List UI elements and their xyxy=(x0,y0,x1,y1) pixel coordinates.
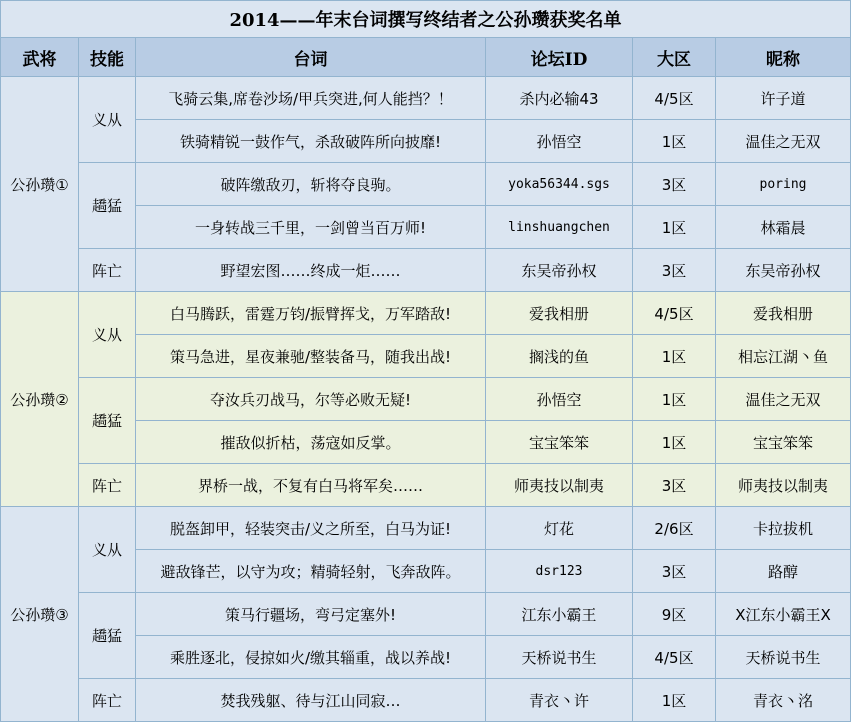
region-cell: 1区 xyxy=(633,421,716,464)
skill-name-cell: 义从 xyxy=(79,507,136,593)
nickname-cell: 天桥说书生 xyxy=(716,636,851,679)
header-region: 大区 xyxy=(633,38,716,77)
region-cell: 2/6区 xyxy=(633,507,716,550)
table-title: 2014——年末台词撰写终结者之公孙瓒获奖名单 xyxy=(1,1,851,38)
region-cell: 9区 xyxy=(633,593,716,636)
skill-name-cell: 阵亡 xyxy=(79,249,136,292)
region-cell: 4/5区 xyxy=(633,636,716,679)
forum-id-cell: 孙悟空 xyxy=(486,120,633,163)
line-cell: 白马腾跃，雷霆万钧/振臂挥戈，万军踏敌! xyxy=(136,292,486,335)
table-row xyxy=(1,593,851,636)
general-name-cell: 公孙瓒① xyxy=(1,77,79,292)
general-name-cell: 公孙瓒③ xyxy=(1,507,79,722)
header-line: 台词 xyxy=(136,38,486,77)
skill-name-cell: 阵亡 xyxy=(79,464,136,507)
table-row xyxy=(1,378,851,421)
table-row xyxy=(1,464,851,507)
header-general: 武将 xyxy=(1,38,79,77)
table-row xyxy=(1,163,851,206)
skill-name-cell: 趫猛 xyxy=(79,163,136,249)
nickname-cell: 宝宝笨笨 xyxy=(716,421,851,464)
nickname-cell: 许子道 xyxy=(716,77,851,120)
forum-id-cell: 东吴帝孙权 xyxy=(486,249,633,292)
forum-id-cell: 师夷技以制夷 xyxy=(486,464,633,507)
forum-id-cell: 宝宝笨笨 xyxy=(486,421,633,464)
nickname-cell: 温佳之无双 xyxy=(716,120,851,163)
skill-name-cell: 趫猛 xyxy=(79,378,136,464)
line-cell: 飞骑云集,席卷沙场/甲兵突进,何人能挡？！ xyxy=(136,77,486,120)
region-cell: 4/5区 xyxy=(633,77,716,120)
nickname-cell: 温佳之无双 xyxy=(716,378,851,421)
region-cell: 1区 xyxy=(633,679,716,722)
line-cell: 界桥一战，不复有白马将军矣…… xyxy=(136,464,486,507)
table-row xyxy=(1,292,851,335)
nickname-cell: 相忘江湖丶鱼 xyxy=(716,335,851,378)
line-cell: 一身转战三千里，一剑曾当百万师! xyxy=(136,206,486,249)
line-cell: 摧敌似折枯，荡寇如反掌。 xyxy=(136,421,486,464)
table-row xyxy=(1,507,851,550)
line-cell: 策马急进，星夜兼驰/整装备马，随我出战! xyxy=(136,335,486,378)
line-cell: 夺汝兵刃战马，尔等必败无疑! xyxy=(136,378,486,421)
line-cell: 焚我残躯、待与江山同寂… xyxy=(136,679,486,722)
nickname-cell: 青衣丶洺 xyxy=(716,679,851,722)
nickname-cell: 林霜晨 xyxy=(716,206,851,249)
skill-name-cell: 阵亡 xyxy=(79,679,136,722)
table-row xyxy=(1,679,851,722)
region-cell: 3区 xyxy=(633,464,716,507)
region-cell: 3区 xyxy=(633,163,716,206)
region-cell: 3区 xyxy=(633,249,716,292)
region-cell: 1区 xyxy=(633,378,716,421)
line-cell: 野望宏图……终成一炬…… xyxy=(136,249,486,292)
skill-name-cell: 趫猛 xyxy=(79,593,136,679)
line-cell: 脱盔卸甲，轻装突击/义之所至，白马为证! xyxy=(136,507,486,550)
header-forum-id: 论坛ID xyxy=(486,38,633,77)
table-row xyxy=(1,249,851,292)
general-name-cell: 公孙瓒② xyxy=(1,292,79,507)
region-cell: 1区 xyxy=(633,206,716,249)
nickname-cell: 东吴帝孙权 xyxy=(716,249,851,292)
skill-name-cell: 义从 xyxy=(79,292,136,378)
region-cell: 4/5区 xyxy=(633,292,716,335)
line-cell: 破阵缴敌刃，斩将夺良驹。 xyxy=(136,163,486,206)
nickname-cell: X江东小霸王X xyxy=(716,593,851,636)
forum-id-cell: yoka56344.sgs xyxy=(486,163,633,206)
nickname-cell: 爱我相册 xyxy=(716,292,851,335)
forum-id-cell: 搁浅的鱼 xyxy=(486,335,633,378)
forum-id-cell: dsr123 xyxy=(486,550,633,593)
region-cell: 3区 xyxy=(633,550,716,593)
region-cell: 1区 xyxy=(633,335,716,378)
nickname-cell: 路醇 xyxy=(716,550,851,593)
forum-id-cell: 爱我相册 xyxy=(486,292,633,335)
region-cell: 1区 xyxy=(633,120,716,163)
nickname-cell: poring xyxy=(716,163,851,206)
forum-id-cell: 孙悟空 xyxy=(486,378,633,421)
table-row xyxy=(1,77,851,120)
line-cell: 乘胜逐北，侵掠如火/缴其辎重，战以养战! xyxy=(136,636,486,679)
line-cell: 铁骑精锐一鼓作气，杀敌破阵所向披靡! xyxy=(136,120,486,163)
forum-id-cell: linshuangchen xyxy=(486,206,633,249)
line-cell: 避敌锋芒，以守为攻；精骑轻射，飞奔敌阵。 xyxy=(136,550,486,593)
line-cell: 策马行疆场，弯弓定塞外! xyxy=(136,593,486,636)
forum-id-cell: 灯花 xyxy=(486,507,633,550)
skill-name-cell: 义从 xyxy=(79,77,136,163)
forum-id-cell: 天桥说书生 xyxy=(486,636,633,679)
forum-id-cell: 杀内必输43 xyxy=(486,77,633,120)
nickname-cell: 师夷技以制夷 xyxy=(716,464,851,507)
header-nickname: 昵称 xyxy=(716,38,851,77)
nickname-cell: 卡拉拔机 xyxy=(716,507,851,550)
forum-id-cell: 青衣丶许 xyxy=(486,679,633,722)
header-skill: 技能 xyxy=(79,38,136,77)
forum-id-cell: 江东小霸王 xyxy=(486,593,633,636)
